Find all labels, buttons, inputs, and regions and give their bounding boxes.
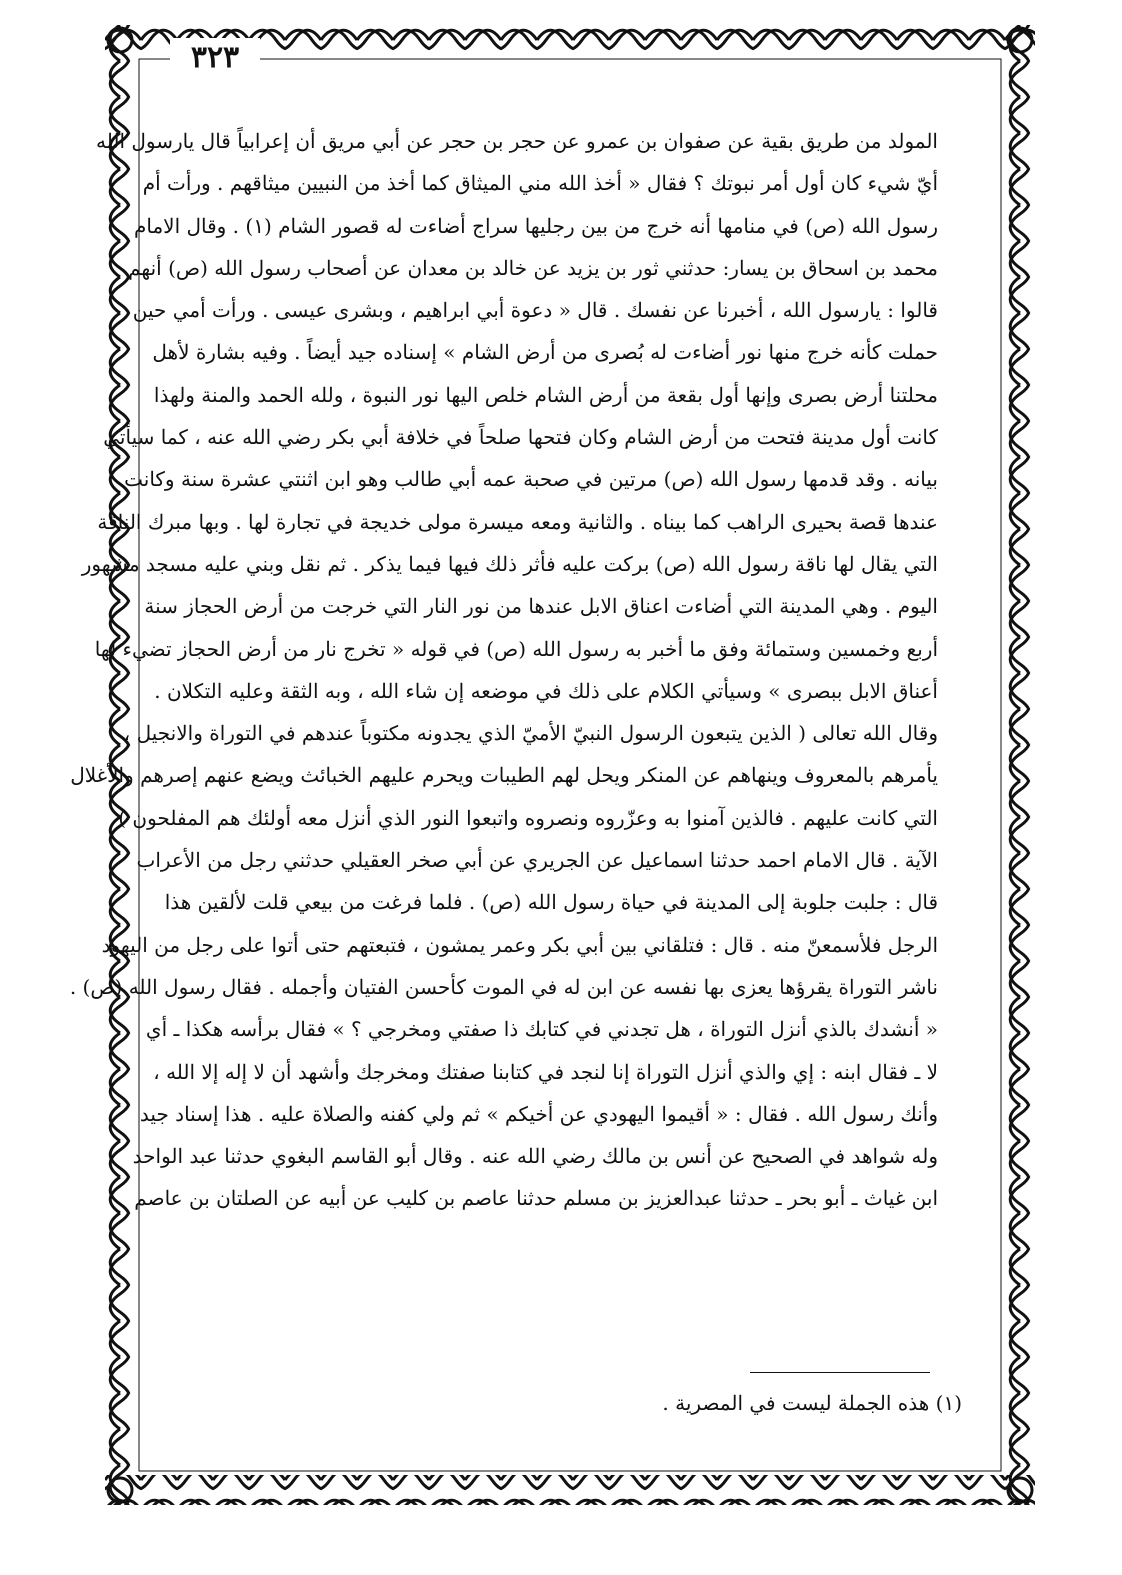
text-line: التي يقال لها ناقة رسول الله (ص) بركت عليه فأثر ذلك فيها فيما يذكر . ثم نقل وبني عليه مسجد مشهور: [81, 551, 938, 576]
text-line: ابن غياث ـ أبو بحر ـ حدثنا عبدالعزيز بن مسلم حدثنا عاصم بن كليب عن أبيه عن الصلتان بن عاصم: [134, 1186, 938, 1211]
text-line: اليوم . وهي المدينة التي أضاءت اعناق الابل عندها من نور النار التي خرجت من أرض الحجاز سنة: [144, 594, 938, 619]
text-line: حملت كأنه خرج منها نور أضاءت له بُصرى من أرض الشام » إسناده جيد أيضاً . وفيه بشارة لأهل: [152, 340, 938, 365]
main-text: [69, 120, 938, 1220]
text-line: « أنشدك بالذي أنزل التوراة ، هل تجدني في كتابك ذا صفتي ومخرجي ؟ » فقال برأسه هكذا ـ أي: [145, 1017, 938, 1042]
text-line: بيانه . وقد قدمها رسول الله (ص) مرتين في صحبة عمه أبي طالب وهو ابن اثنتي عشرة سنة وكانت: [124, 467, 938, 492]
text-line: رسول الله (ص) في منامها أنه خرج من بين رجليها سراج أضاءت له قصور الشام (١) . وقال الامام: [133, 213, 938, 238]
text-line: وله شواهد في الصحيح عن أنس بن مالك رضي الله عنه . وقال أبو القاسم البغوي حدثنا عبد الواحد: [132, 1144, 938, 1169]
text-line: لا ـ فقال ابنه : إي والذي أنزل التوراة إنا لنجد في كتابنا صفتك ومخرجك وأشهد أن لا إله إلا الله ،: [153, 1059, 938, 1084]
text-line: عندها قصة بحيرى الراهب كما بيناه . والثانية ومعه ميسرة مولى خديجة في تجارة لها . وبها مبرك الناقة: [97, 509, 938, 534]
text-line: المولد من طريق بقية عن صفوان بن عمرو عن حجر بن حجر عن أبي مريق أن إعرابياً قال يارسول الله: [96, 129, 938, 153]
text-line: محمد بن اسحاق بن يسار: حدثني ثور بن يزيد عن خالد بن معدان عن أصحاب رسول الله (ص) أنهم: [128, 255, 938, 280]
text-line: أربع وخمسين وستمائة وفق ما أخبر به رسول الله (ص) في قوله « تخرج نار من أرض الحجاز تضيء لها: [94, 636, 938, 661]
text-line: وقال الله تعالى ( الذين يتبعون الرسول النبيّ الأميّ الذي يجدونه مكتوباً عندهم في التوراة والانجيل ،: [123, 721, 938, 746]
page-number: ٣٢٣: [170, 38, 260, 78]
text-line: كانت أول مدينة فتحت من أرض الشام وكان فتحها صلحاً في خلافة أبي بكر رضي الله عنه ، كما سيأتي: [103, 425, 938, 450]
text-line: قال : جلبت جلوبة إلى المدينة في حياة رسول الله (ص) . فلما فرغت من بيعي قلت لألقين هذا: [164, 890, 938, 915]
text-line: وأنك رسول الله . فقال : « أقيموا اليهودي عن أخيكم » ثم ولي كفنه والصلاة عليه . هذا إسناد جيد: [139, 1101, 938, 1126]
text-line: يأمرهم بالمعروف وينهاهم عن المنكر ويحل لهم الطيبات ويحرم عليهم الخبائث ويضع عنهم إصرهم والأغلال: [70, 763, 938, 788]
text-line: ناشر التوراة يقرؤها يعزى بها نفسه عن ابن له في الموت كأحسن الفتيان وأجمله . فقال رسول الله (ص) .: [69, 974, 938, 999]
footnote: (١) هذه الجملة ليست في المصرية .: [662, 1391, 962, 1415]
text-line: الرجل فلأسمعنّ منه . قال : فتلقاني بين أبي بكر وعمر يمشون ، فتبعتهم حتى أتوا على رجل من اليهود: [101, 932, 938, 957]
text-line: قالوا : يارسول الله ، أخبرنا عن نفسك . قال « دعوة أبي ابراهيم ، وبشرى عيسى . ورأت أمي حين: [132, 298, 938, 323]
text-line: التي كانت عليهم . فالذين آمنوا به وعزّروه ونصروه واتبعوا النور الذي أنزل معه أولئك هم المفلحون ): [118, 805, 938, 830]
text-line: أيّ شيء كان أول أمر نبوتك ؟ فقال « أخذ الله مني الميثاق كما أخذ من النبيين ميثاقهم . ورأت أم: [142, 171, 938, 196]
footnote-separator: [750, 1372, 930, 1373]
text-line: محلتنا أرض بصرى وإنها أول بقعة من أرض الشام خلص اليها نور النبوة ، ولله الحمد والمنة ولهذا: [153, 382, 938, 407]
text-line: أعناق الابل ببصرى » وسيأتي الكلام على ذلك في موضعه إن شاء الله ، وبه الثقة وعليه التكلان .: [154, 678, 938, 703]
text-line: الآية . قال الامام احمد حدثنا اسماعيل عن الجريري عن أبي صخر العقيلي حدثني رجل من الأعراب: [136, 848, 938, 873]
